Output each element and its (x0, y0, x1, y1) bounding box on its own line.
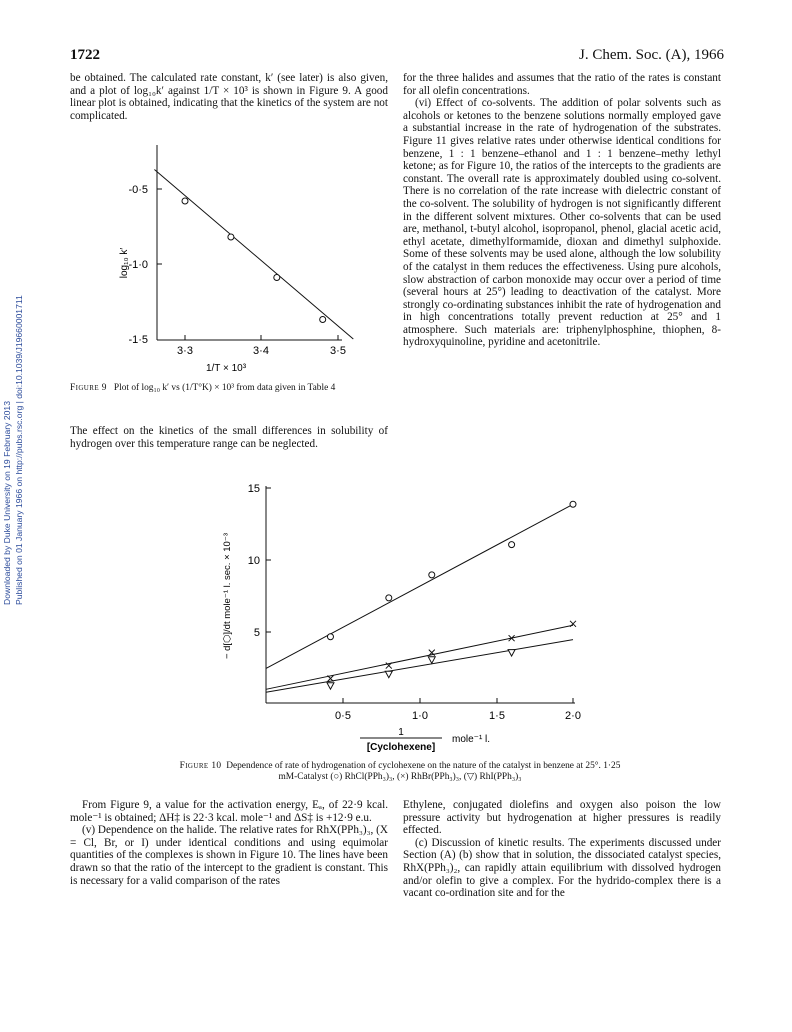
x-axis-label: 1/T × 10³ (205, 363, 247, 374)
caption-label: Figure 9 (70, 383, 107, 393)
x-ticks (335, 698, 581, 722)
caption-label: Figure 10 (179, 761, 222, 771)
series-line (266, 625, 573, 689)
x-tick-label: 1·0 (412, 710, 428, 722)
right-column-bottom (403, 799, 721, 900)
right-column-top (403, 72, 721, 349)
fig10-marks (266, 501, 576, 692)
y-tick-label: -0·5 (128, 184, 148, 196)
paragraph: (c) Discussion of kinetic results. The experiments discussed under Section (A) (b) show that in solution, the dissociated catalyst species, RhX(PPh₃)₂, can rapidly attain equilibrium with dissolved hydrogen and/or olefin to give a complex. For the hydrido-complex there is a vacant co-ordination site and for the (403, 836, 721, 900)
x-ticks (177, 335, 346, 357)
caption-line (110, 761, 690, 772)
y-axis-label: log₁₀ k′ (119, 247, 130, 279)
data-point (320, 317, 326, 323)
left-column-top (70, 72, 388, 122)
data-point-circle (327, 634, 333, 640)
caption-text-1: Dependence of rate of hydrogenation of cyclohexene on the nature of the catalyst in benzene at 25°. 1·25 (226, 761, 621, 771)
paragraph: From Figure 9, a value for the activation energy, Eₐ, of 22·9 kcal. mole⁻¹ is obtained; ΔH‡ is 22·3 kcal. mole⁻¹ and ΔS‡ is +12·9 e.u. (70, 799, 388, 824)
data-point (228, 234, 234, 240)
figure-10 (200, 478, 600, 763)
download-line-2: Published on 01 January 1966 on http://pubs.rsc.org | doi:10.1039/J19660001711 (14, 295, 24, 605)
x-tick-label: 2·0 (565, 710, 581, 722)
x-tick-label: 3·3 (177, 345, 193, 357)
data-point (182, 198, 188, 204)
paragraph: The effect on the kinetics of the small differences in solubility of hydrogen over this temperature range can be neglected. (70, 425, 388, 450)
paragraph: be obtained. The calculated rate constant, k′ (see later) is also given, and a plot of log₁₀k′ against 1/T × 10³ is shown in Figure 9. A good linear plot is obtained, indicating that the kinetics of the system are not complicated. (70, 72, 388, 122)
y-tick-label: -1·5 (128, 334, 148, 346)
data-point-triangle (508, 650, 515, 657)
figure-9 (90, 135, 390, 395)
data-point-triangle (428, 657, 435, 664)
x-tick-label: 3·5 (330, 345, 346, 357)
x-tick-label: 1·5 (489, 710, 505, 722)
y-axis-label: − d[⬡]/dt mole⁻¹ l. sec. × 10⁻³ (222, 532, 233, 660)
journal-header: J. Chem. Soc. (A), 1966 (579, 47, 724, 63)
paragraph: for the three halides and assumes that the ratio of the rates is constant for all olefin concentrations. (403, 72, 721, 97)
y-ticks (248, 483, 271, 639)
x-label-denominator: [Cyclohexene] (366, 742, 436, 753)
y-tick-label: 10 (247, 555, 260, 567)
caption-text: Plot of log₁₀ k′ vs (1/T°K) × 10³ from data given in Table 4 (113, 383, 336, 393)
x-label-unit: mole⁻¹ l. (452, 734, 491, 745)
download-line-1: Downloaded by Duke University on 19 February 2013 (2, 401, 12, 605)
page-number: 1722 (70, 47, 100, 63)
left-column-mid (70, 425, 388, 450)
figure-10-caption (110, 761, 690, 783)
y-tick-label: -1·0 (128, 259, 148, 271)
data-point-circle (429, 572, 435, 578)
download-notice (0, 250, 30, 610)
paragraph: Ethylene, conjugated diolefins and oxygen also poison the low pressure activity but hydrogenation at higher pressures is readily effected. (403, 799, 721, 837)
series-line (266, 504, 573, 668)
x-label-numerator: 1 (398, 727, 404, 738)
left-column-bottom (70, 799, 388, 887)
x-tick-label: 3·4 (253, 345, 269, 357)
paragraph: (vi) Effect of co-solvents. The addition of polar solvents such as alcohols or ketones to the benzene solutions normally employed gave a substantial increase in the rate of hydrogenation of the substrates. Figure 11 gives relative rates under otherwise identical conditions for benzene, 1 : 1 benzene–ethanol and 1 : 1 benzene–methy lethyl ketone; as for Figure 10, the ratios of the intercepts to the gradients are constant. The overall rate is approximately doubled using co-solvent. There is no correlation of the rate increase with dielectric constant of the co-solvent. The solubility of hydrogen is not significantly different in the different solvent mixtures. Other co-solvents that can be used are, methanol, t-butyl alcohol, isopropanol, phenol, glacial acetic acid, ethyl acetate, dimethylformamide, dioxan and dimethyl sulphoxide. Some of these solvents may be used alone, although the low solubility of the catalyst in them reduces the effectiveness. Using pure alcohols, slow abstraction of carbon monoxide may occur over a period of time (several hours at 25°) leading to deactivation of the catalyst. More strongly co-ordinating substances inhibit the rate of hydrogenation and in high concentrations totally prevent reduction at 25° and 1 atmosphere. Such materials are: triphenylphosphine, thiophen, 8-hydroxyquinoline, pyridine and acetonitrile. (403, 97, 721, 349)
fig9-marks (154, 170, 353, 340)
paragraph: (v) Dependence on the halide. The relative rates for RhX(PPh₃)₃, (X = Cl, Br, or I) under identical conditions and using equimolar quantities of the complexes is shown in Figure 10. The lines have been drawn so that the ratio of the intercept to the gradient is constant. This is necessary for a valid comparison of the rates (70, 824, 388, 887)
data-point-circle (386, 595, 392, 601)
y-tick-label: 5 (253, 627, 260, 639)
data-point-circle (509, 542, 515, 548)
caption-text-2: mM-Catalyst (○) RhCl(PPh₃)₃, (×) RhBr(PPh₃)₃, (▽) RhI(PPh₃)₃ (278, 772, 522, 782)
data-point-circle (570, 501, 576, 507)
series-line (266, 640, 573, 693)
data-point-cross (570, 621, 576, 627)
data-point-triangle (385, 671, 392, 678)
data-point (274, 275, 280, 281)
data-point-triangle (327, 683, 334, 690)
fit-line (154, 170, 353, 340)
y-tick-label: 15 (247, 483, 260, 495)
x-tick-label: 0·5 (335, 710, 351, 722)
figure-9-caption (70, 383, 388, 394)
